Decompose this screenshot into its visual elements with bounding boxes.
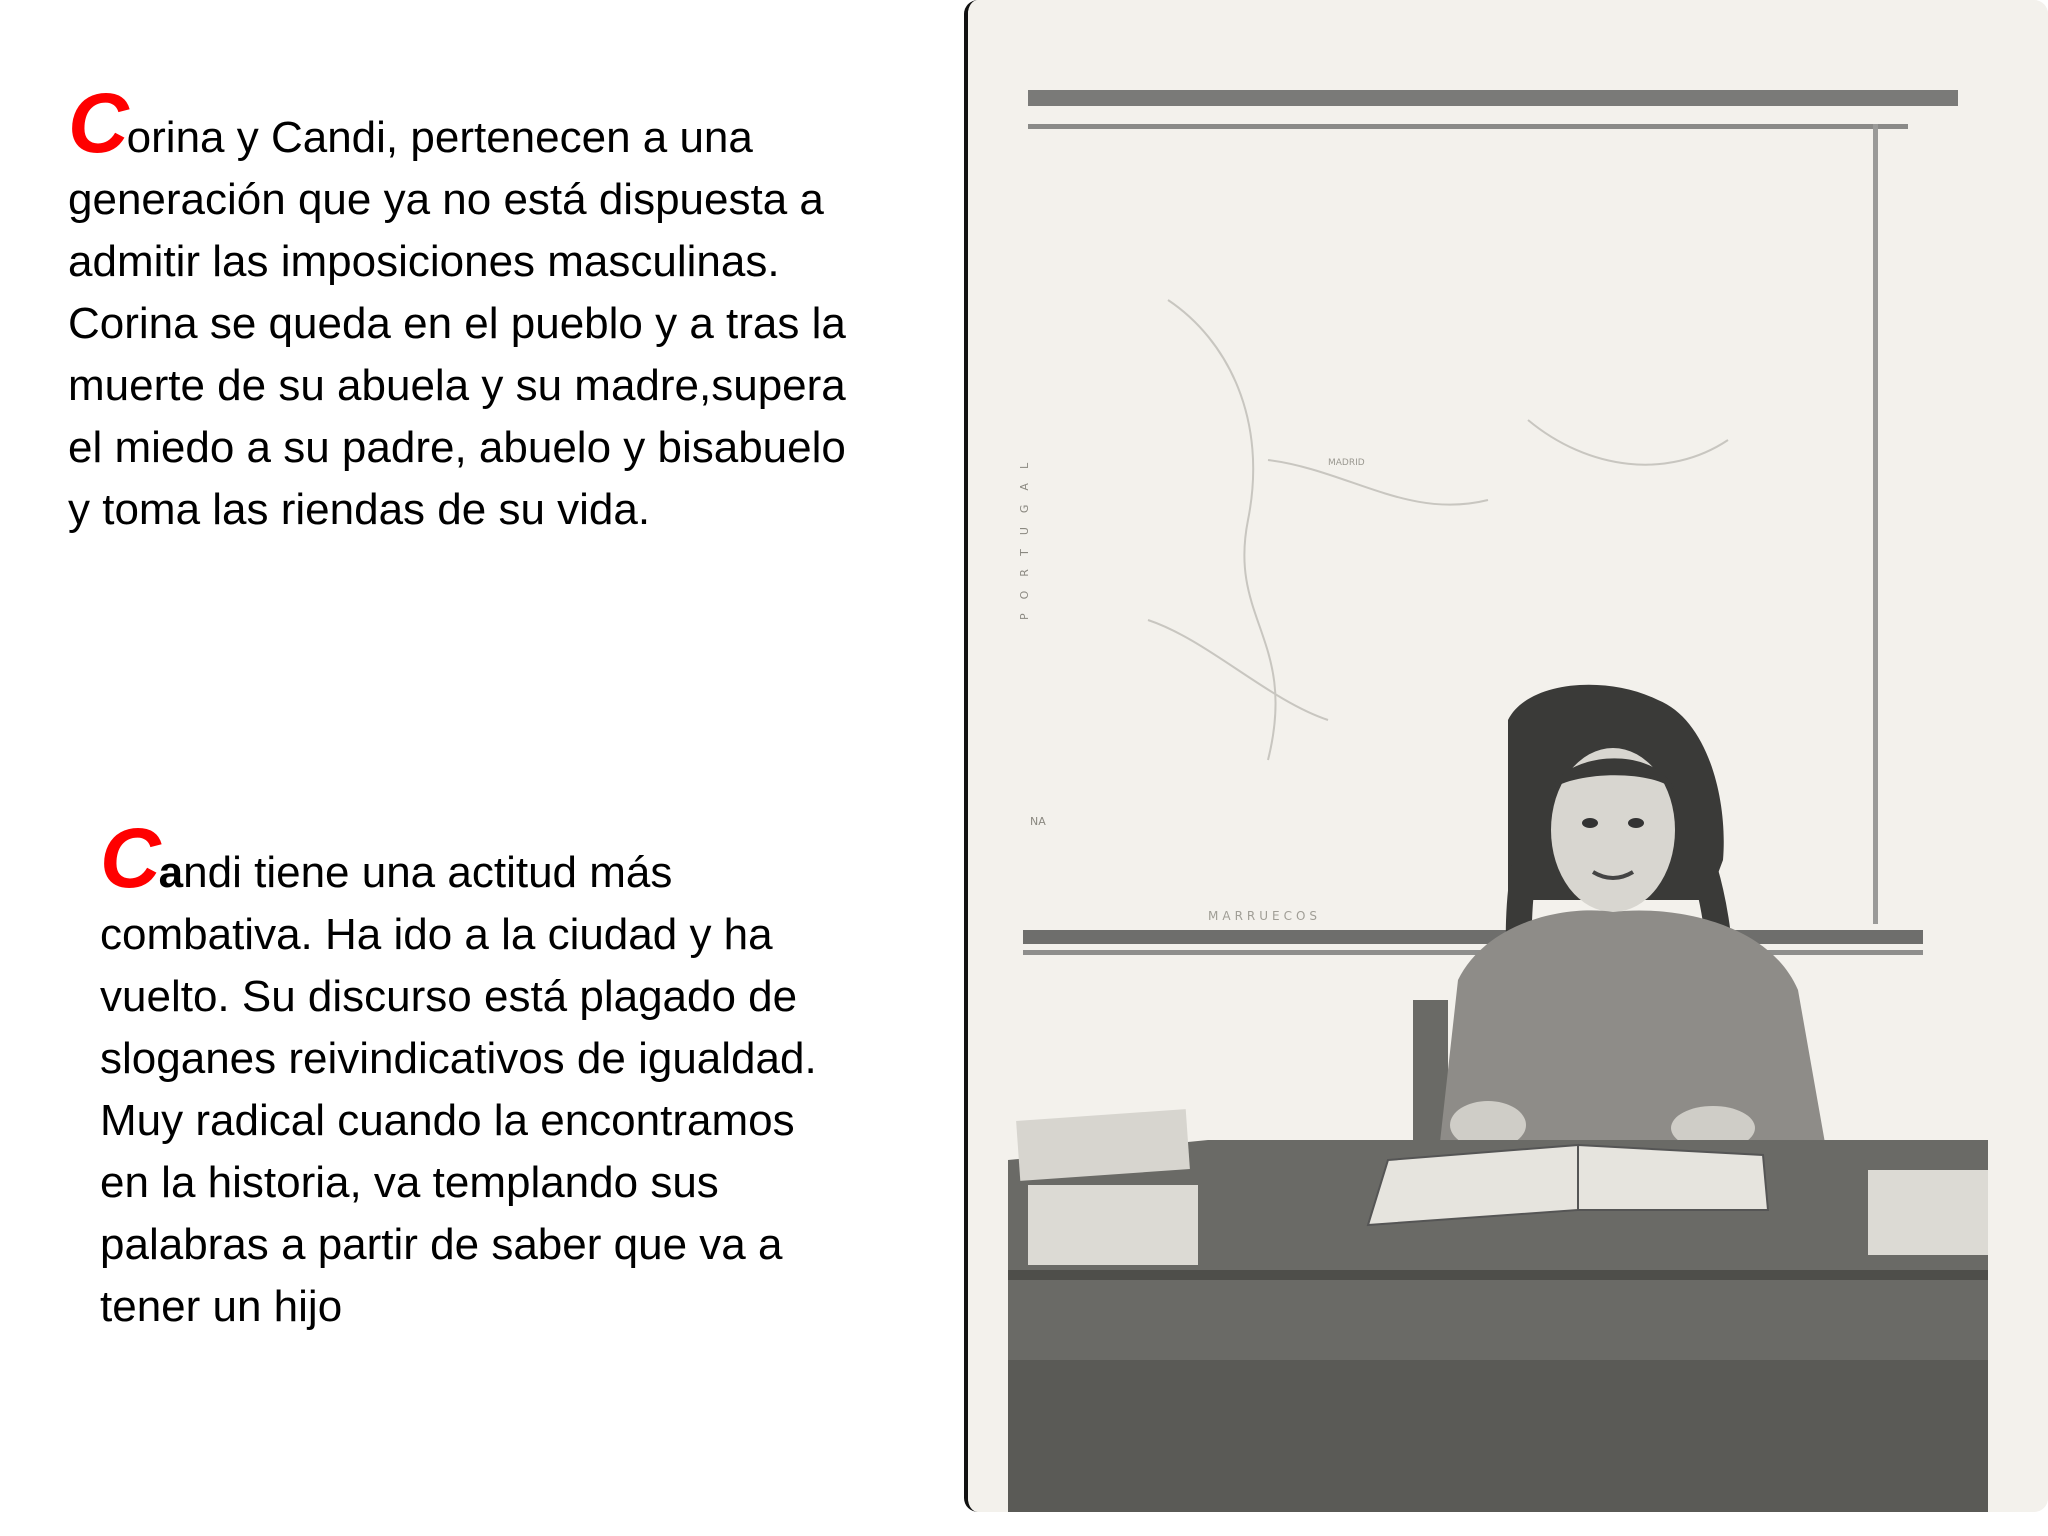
map-label-madrid: MADRID: [1328, 458, 1365, 468]
classroom-photo-drawing: [968, 0, 2048, 1512]
paragraph-line: Corina se queda en el pueblo y a tras la: [68, 299, 846, 348]
classroom-photo: [964, 0, 2048, 1512]
paragraph-line: palabras a partir de saber que va a: [100, 1220, 783, 1269]
book-right-page: [1578, 1145, 1768, 1210]
desk-edge: [1008, 1270, 1988, 1280]
paragraph-line: muerte de su abuela y su madre,supera: [68, 361, 846, 410]
map-bottom-rail: [1023, 930, 1923, 944]
drop-cap: C: [68, 76, 127, 170]
paragraph-line: vuelto. Su discurso está plagado de: [100, 972, 798, 1021]
desk-card-right: [1868, 1170, 1988, 1255]
drop-cap: C: [100, 811, 159, 905]
paragraph-line: el miedo a su padre, abuelo y bisabuelo: [68, 423, 846, 472]
paragraph-line: combativa. Ha ido a la ciudad y ha: [100, 910, 773, 959]
desk-card-left: [1028, 1185, 1198, 1265]
paragraph-line: tener un hijo: [100, 1282, 343, 1331]
paragraph-line-1: [68, 76, 928, 170]
paragraph-line: sloganes reivindicativos de igualdad.: [100, 1034, 817, 1083]
map-bottom-edge: [1023, 950, 1923, 955]
girl-eye-right: [1628, 818, 1644, 828]
paragraph-line: admitir las imposiciones masculinas.: [68, 237, 780, 286]
desk-front: [1008, 1360, 1988, 1512]
map-right-edge: [1873, 124, 1878, 924]
map-label-portugal: PORTUGAL: [1018, 448, 1031, 620]
paragraph-corina: [68, 76, 928, 541]
paragraph-line-1: [100, 811, 920, 905]
line-text: ndi tiene una actitud más: [183, 848, 673, 897]
paragraph-line: Muy radical cuando la encontramos: [100, 1096, 795, 1145]
map-label-marruecos: MARRUECOS: [1208, 909, 1322, 923]
map-label-na: NA: [1030, 815, 1046, 828]
bold-letter: a: [158, 848, 184, 897]
paragraph-line: en la historia, va templando sus: [100, 1158, 719, 1207]
paragraph-line: y toma las riendas de su vida.: [68, 485, 651, 534]
map-top-edge: [1028, 124, 1908, 129]
map-top-rail: [1028, 90, 1958, 106]
paragraph-candi: [100, 811, 920, 1338]
line-text: orina y Candi, pertenecen a una: [126, 113, 753, 162]
girl-eye-left: [1582, 818, 1598, 828]
desk-card-left-top: [1016, 1109, 1190, 1181]
paragraph-line: generación que ya no está dispuesta a: [68, 175, 824, 224]
